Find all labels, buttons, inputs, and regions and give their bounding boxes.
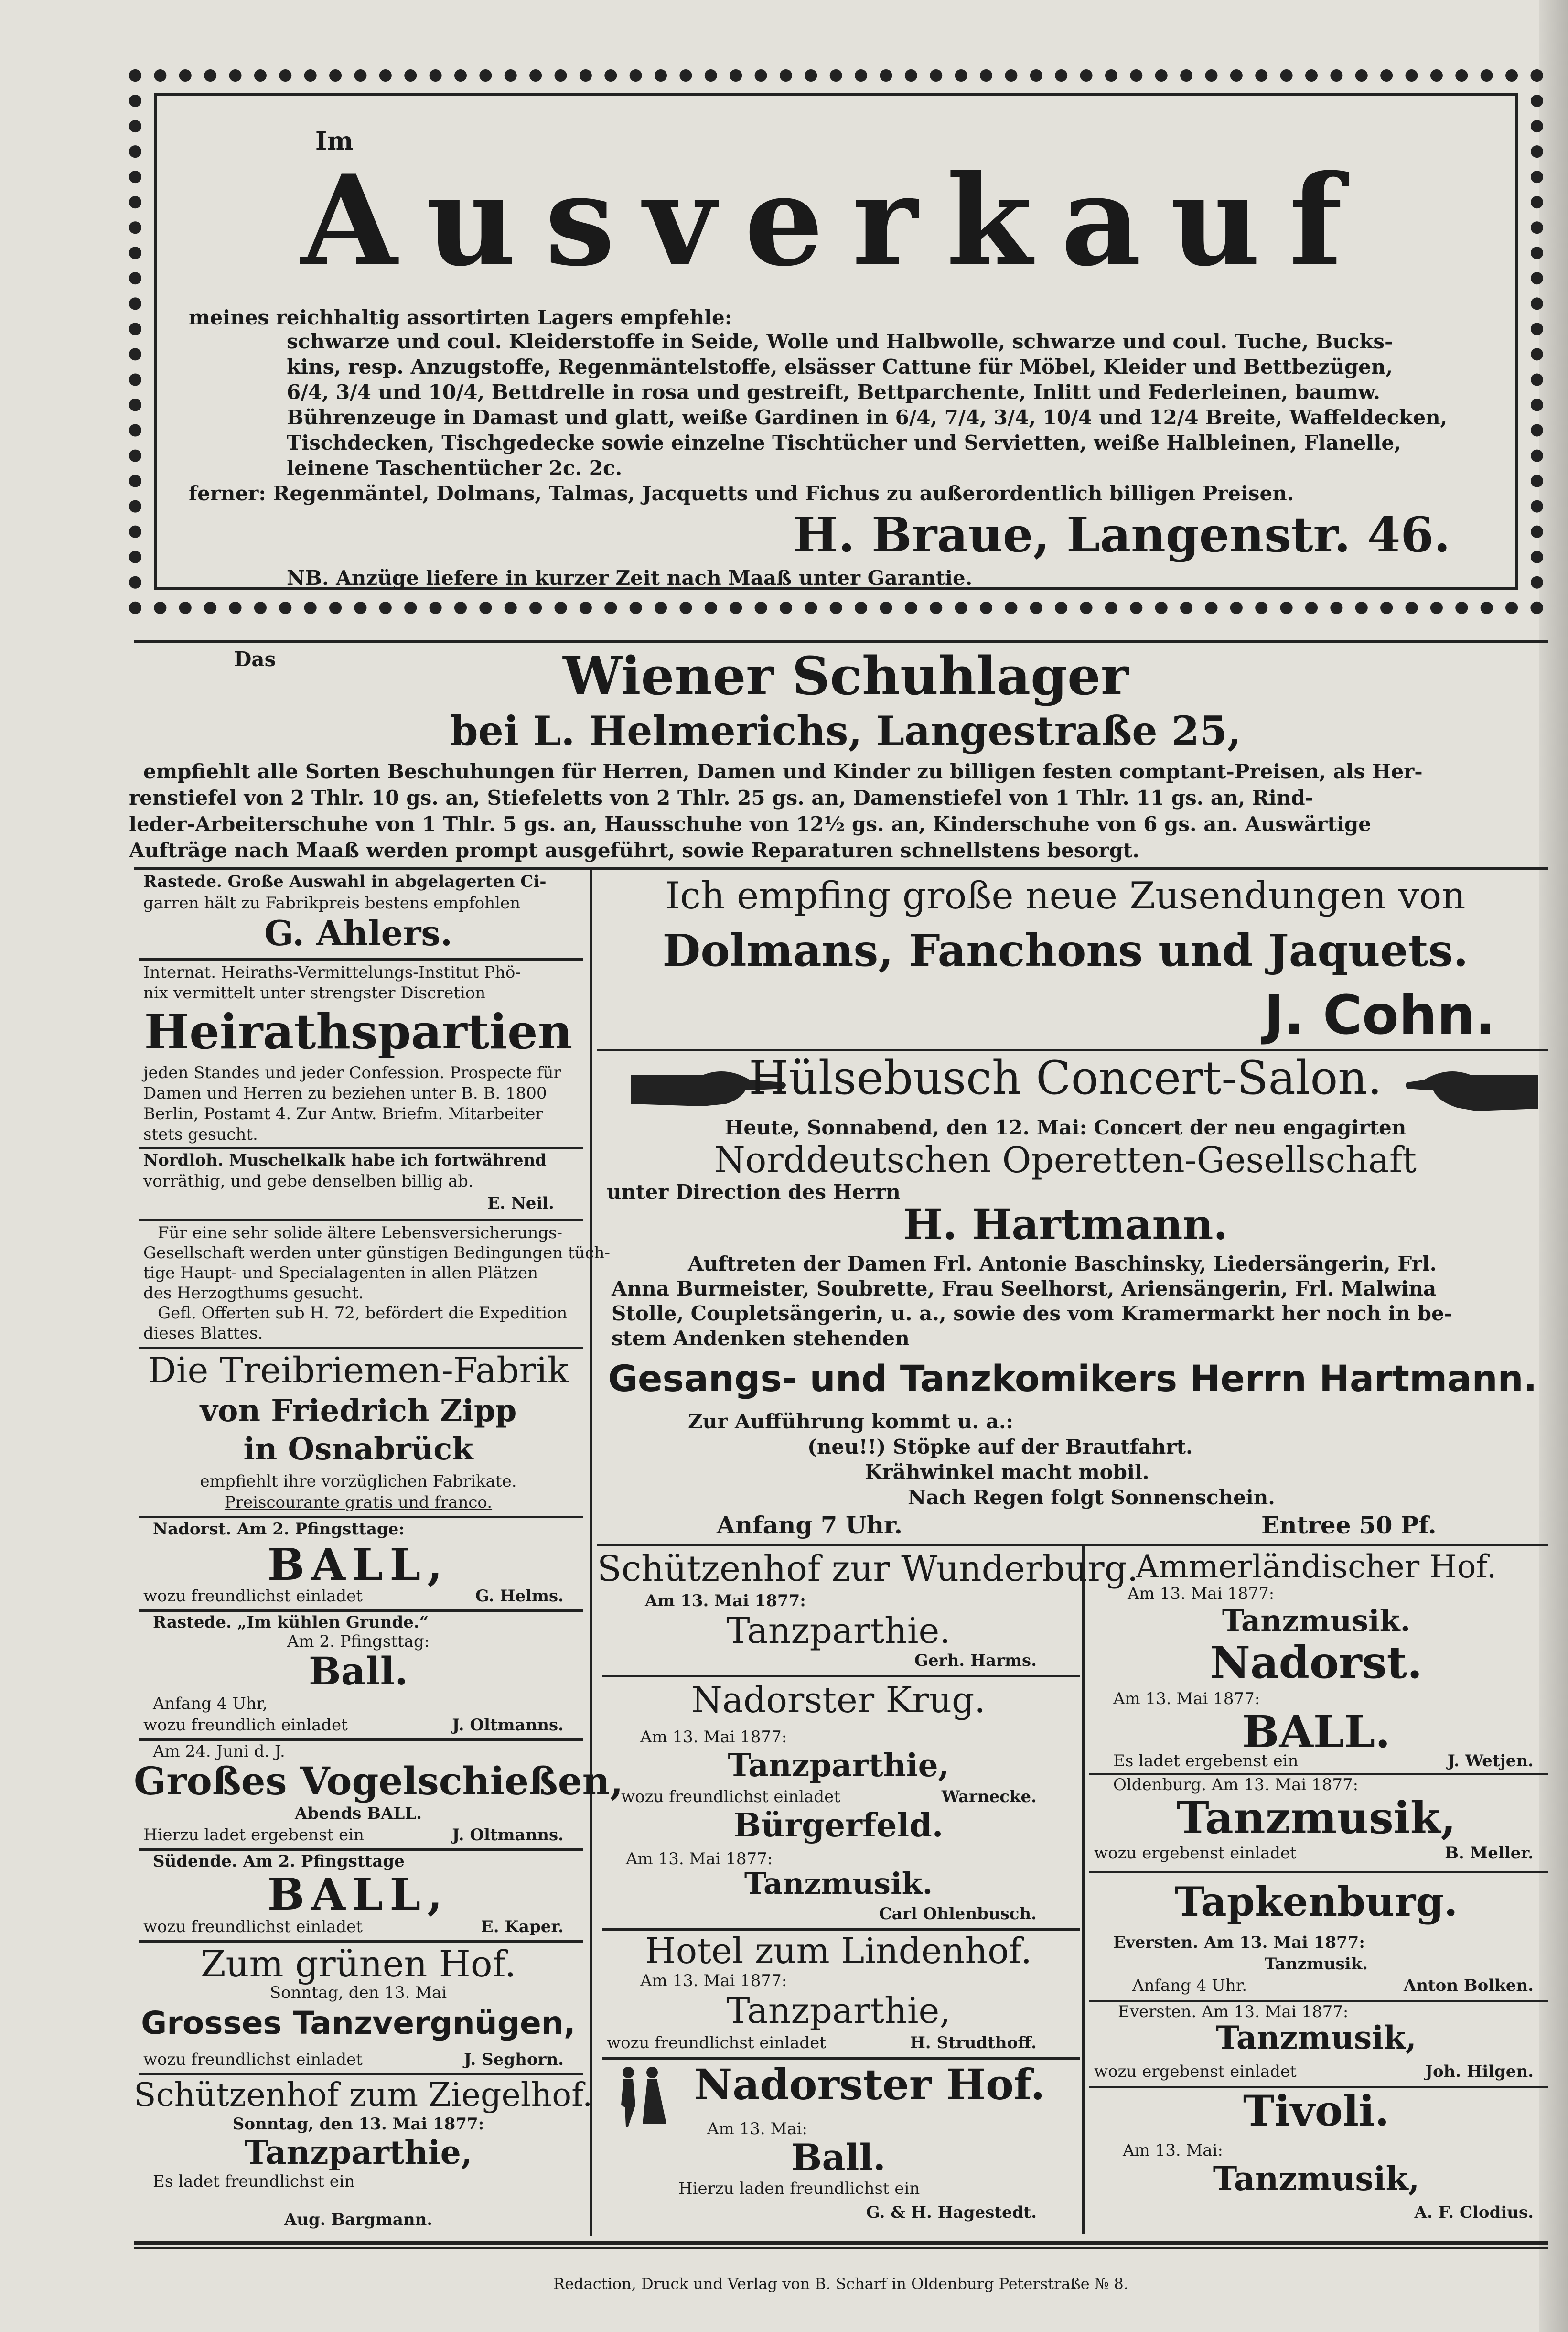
buerger-title: Bürgerfeld.: [733, 1806, 944, 1845]
body-line: Tischdecken, Tischgedecke sowie einzelne Tischtücher und Servietten, weiße Halbleinen, Flanelle,: [287, 431, 1401, 454]
divider: [139, 1347, 583, 1349]
wunder-title: Schützenhof zur Wunderburg.: [597, 1548, 1138, 1589]
krug-inv: wozu freundlichst einladet: [621, 1787, 840, 1806]
salon-line: Norddeutschen Operetten-Gesellschaft: [714, 1140, 1417, 1181]
vers-line: Für eine sehr solide ältere Lebensversicherungs-: [158, 1223, 563, 1242]
column-rule: [590, 870, 592, 2236]
linden-title: Hotel zum Lindenhof.: [645, 1931, 1032, 1972]
grund-name: J. Oltmanns.: [452, 1716, 564, 1735]
zipp-name: von Friedrich Zipp: [200, 1393, 517, 1429]
vogel-inv: Hierzu ladet ergebenst ein: [143, 1825, 364, 1845]
grund-time: Anfang 4 Uhr,: [153, 1694, 268, 1713]
ammer-big: Tanzmusik.: [1222, 1603, 1411, 1638]
body-line: 6/4, 3/4 und 10/4, Bettdrelle in rosa und gestreift, Bettparchente, Inlitt und Federleinen, baumw.: [287, 380, 1380, 404]
vers-line: des Herzogthums gesucht.: [143, 1284, 364, 1303]
salon-body: Stolle, Coupletsängerin, u. a., sowie des vom Kramermarkt her noch in be-: [612, 1302, 1453, 1325]
tiv-date: Am 13. Mai:: [1123, 2141, 1223, 2160]
vers-line: tige Haupt- und Specialagenten in allen Plätzen: [143, 1263, 538, 1283]
ev-head: Eversten. Am 13. Mai 1877:: [1118, 2002, 1349, 2021]
grund-sub: Am 2. Pfingsttag:: [287, 1632, 430, 1651]
ziegel-big: Tanzparthie,: [244, 2134, 473, 2172]
muschel-line: vorräthig, und gebe denselben billig ab.: [143, 1172, 473, 1191]
divider: [139, 1609, 583, 1612]
vogel-name: J. Oltmanns.: [452, 1825, 564, 1845]
grund-ball: Ball.: [308, 1649, 408, 1694]
phoenix-line: Internat. Heiraths-Vermittelungs-Institut Phö-: [143, 963, 521, 982]
schuh-line: empfiehlt alle Sorten Beschuhungen für Herren, Damen und Kinder zu billigen festen comptant-Preisen, als Her-: [143, 760, 1423, 783]
cohn-name: J. Cohn.: [1264, 984, 1495, 1047]
salon-line: unter Direction des Herrn: [607, 1180, 901, 1204]
ahlers-line: garren hält zu Fabrikpreis bestens empfohlen: [143, 894, 521, 913]
tap-head: Eversten. Am 13. Mai 1877:: [1113, 1933, 1365, 1952]
wunder-date: Am 13. Mai 1877:: [645, 1591, 806, 1610]
phoenix-body: Damen und Herren zu beziehen unter B. B. 1800: [143, 1084, 547, 1103]
body-line: leinene Taschentücher 2c. 2c.: [287, 456, 623, 480]
phoenix-body: Berlin, Postamt 4. Zur Antw. Briefm. Mitarbeiter: [143, 1104, 543, 1123]
divider: [139, 1516, 583, 1518]
gruen-inv: wozu freundlichst einladet: [143, 2050, 363, 2069]
nhof-big: Ball.: [791, 2136, 886, 2179]
kaper-head: Südende. Am 2. Pfingsttage: [153, 1852, 405, 1871]
buerger-name: Carl Ohlenbusch.: [879, 1904, 1037, 1923]
vers-line: Gesellschaft werden unter günstigen Bedingungen tüch-: [143, 1243, 610, 1263]
divider: [134, 640, 1548, 643]
linden-big: Tanzparthie,: [726, 1990, 951, 2031]
phoenix-body: jeden Standes und jeder Confession. Prospecte für: [143, 1063, 561, 1082]
muschel-line: Nordloh. Muschelkalk habe ich fortwährend: [143, 1151, 547, 1170]
ahlers-line: Rastede. Große Auswahl in abgelagerten Ci-: [143, 872, 547, 891]
schuh-line: leder-Arbeiterschuhe von 1 Thlr. 5 gs. an, Hausschuhe von 12½ gs. an, Kinderschuhe von 6 gs. an. Auswärtige: [129, 812, 1372, 836]
salon-prog: (neu!!) Stöpke auf der Brautfahrt.: [807, 1435, 1193, 1458]
ammer-date: Am 13. Mai 1877:: [1128, 1584, 1275, 1603]
zipp-line: empfiehlt ihre vorzüglichen Fabrikate.: [200, 1472, 517, 1491]
footer-rule: [134, 2247, 1548, 2249]
tap-title: Tapkenburg.: [1174, 1878, 1458, 1925]
ausverkauf-title: Ausverkauf: [301, 148, 1372, 294]
cohn-items: Dolmans, Fanchons und Jaquets.: [662, 925, 1469, 976]
zipp-line: Preiscourante gratis und franco.: [224, 1493, 493, 1512]
imprint: Redaction, Druck und Verlag von B. Scharf in Oldenburg Peterstraße № 8.: [553, 2275, 1128, 2293]
tap-mid: Tanzmusik.: [1264, 1954, 1368, 1974]
old-big: Tanzmusik,: [1176, 1792, 1456, 1844]
salon-big: Gesangs- und Tanzkomikers Herrn Hartmann.: [608, 1357, 1537, 1400]
divider: [139, 958, 583, 961]
wunder-big: Tanzparthie.: [726, 1610, 951, 1652]
salon-prog: Nach Regen folgt Sonnenschein.: [908, 1486, 1275, 1509]
nad-inv: Es ladet ergebenst ein: [1113, 1751, 1299, 1771]
gruen-name: J. Seghorn.: [464, 2050, 564, 2069]
krug-big: Tanzparthie,: [728, 1747, 949, 1784]
buerger-big: Tanzmusik.: [744, 1866, 933, 1901]
salon-entry: Entree 50 Pf.: [1261, 1511, 1437, 1539]
nhof-title: Nadorster Hof.: [694, 2060, 1045, 2109]
footer-rule: [134, 2241, 1548, 2245]
ziegel-date: Sonntag, den 13. Mai 1877:: [232, 2115, 484, 2134]
page-edge-shadow: [1539, 0, 1568, 2332]
wunder-name: Gerh. Harms.: [914, 1651, 1037, 1670]
krug-date: Am 13. Mai 1877:: [640, 1727, 787, 1747]
vogel-head: Am 24. Juni d. J.: [153, 1742, 285, 1761]
ziegel-name: Aug. Bargmann.: [284, 2210, 433, 2229]
body-line: kins, resp. Anzugstoffe, Regenmäntelstoffe, elsässer Cattune für Möbel, Kleider und Bettbezügen,: [287, 355, 1393, 378]
krug-name: Warnecke.: [941, 1787, 1037, 1806]
old-inv: wozu ergebenst einladet: [1094, 1844, 1297, 1863]
helms-ball: BALL,: [267, 1539, 450, 1590]
divider: [134, 867, 1548, 870]
gruen-date: Sonntag, den 13. Mai: [269, 1983, 447, 2002]
salon-start: Anfang 7 Uhr.: [717, 1511, 903, 1539]
tiv-name: A. F. Clodius.: [1414, 2203, 1534, 2222]
muschel-name: E. Neil.: [487, 1194, 554, 1213]
tiv-big: Tanzmusik,: [1213, 2160, 1420, 2198]
braue-signature: H. Braue, Langenstr. 46.: [793, 507, 1450, 563]
vers-line: dieses Blattes.: [143, 1324, 263, 1343]
divider: [1089, 1871, 1548, 1873]
im-label: Im: [315, 127, 354, 156]
tap-time: Anfang 4 Uhr.: [1132, 1976, 1247, 1995]
salon-name: H. Hartmann.: [902, 1199, 1228, 1249]
linden-name: H. Strudthoff.: [910, 2033, 1037, 2052]
vers-line: Gefl. Offerten sub H. 72, befördert die Expedition: [158, 1304, 568, 1323]
divider: [139, 1738, 583, 1741]
old-head: Oldenburg. Am 13. Mai 1877:: [1113, 1775, 1359, 1794]
zipp-city: in Osnabrück: [243, 1431, 473, 1467]
schuh-line: renstiefel von 2 Thlr. 10 gs. an, Stiefeletts von 2 Thlr. 25 gs. an, Damenstiefel von 1 Thlr. 11 gs. an, Rind-: [129, 786, 1314, 810]
helms-head: Nadorst. Am 2. Pfingsttage:: [153, 1520, 405, 1539]
gruen-title: Zum grünen Hof.: [200, 1943, 516, 1985]
kaper-name: E. Kaper.: [481, 1917, 564, 1936]
cohn-line: Ich empfing große neue Zusendungen von: [665, 874, 1466, 918]
ev-big: Tanzmusik,: [1216, 2019, 1417, 2056]
nad-date: Am 13. Mai 1877:: [1113, 1689, 1260, 1708]
tiv-title: Tivoli.: [1243, 2086, 1390, 2136]
nb-line: NB. Anzüge liefere in kurzer Zeit nach Maaß unter Garantie.: [287, 566, 973, 590]
phoenix-body: stets gesucht.: [143, 1125, 258, 1144]
grund-head: Rastede. „Im kühlen Grunde.“: [153, 1613, 429, 1632]
gruen-big: Grosses Tanzvergnügen,: [141, 2005, 576, 2041]
helms-inv: wozu freundlichst einladet: [143, 1587, 363, 1606]
ahlers-name: G. Ahlers.: [264, 913, 452, 953]
grund-inv: wozu freundlich einladet: [143, 1716, 348, 1735]
divider: [139, 1219, 583, 1221]
divider: [597, 1544, 1548, 1546]
kaper-ball: BALL,: [267, 1868, 450, 1920]
nad-name: J. Wetjen.: [1447, 1751, 1534, 1771]
divider: [139, 1147, 583, 1149]
salon-prog: Zur Aufführung kommt u. a.:: [688, 1410, 1013, 1433]
nhof-date: Am 13. Mai:: [707, 2119, 807, 2138]
old-name: B. Meller.: [1445, 1844, 1534, 1863]
linden-date: Am 13. Mai 1877:: [640, 1971, 787, 1990]
buerger-date: Am 13. Mai 1877:: [626, 1849, 773, 1868]
salon-body: Anna Burmeister, Soubrette, Frau Seelhorst, Ariensängerin, Frl. Malwina: [612, 1277, 1437, 1300]
divider: [139, 1848, 583, 1851]
divider: [602, 1675, 1080, 1677]
kaper-inv: wozu freundlichst einladet: [143, 1917, 363, 1936]
salon-title: Hülsebusch Concert-Salon.: [749, 1051, 1382, 1105]
ammer-title: Ammerländischer Hof.: [1136, 1548, 1497, 1585]
body-line: Bührenzeuge in Damast und glatt, weiße Gardinen in 6/4, 7/4, 3/4, 10/4 und 12/4 Breite, Waffeldecken,: [287, 406, 1448, 429]
schuhlager-sub: bei L. Helmerichs, Langestraße 25,: [450, 707, 1242, 755]
zipp-title: Die Treibriemen-Fabrik: [148, 1350, 569, 1391]
nad-big: BALL.: [1242, 1706, 1391, 1758]
body-line: ferner: Regenmäntel, Dolmans, Talmas, Jacquetts und Fichus zu außerordentlich billigen Preisen.: [189, 482, 1294, 505]
salon-body: stem Andenken stehenden: [612, 1327, 910, 1350]
body-line: meines reichhaltig assortirten Lagers empfehle:: [189, 306, 732, 329]
tap-name: Anton Bolken.: [1403, 1976, 1534, 1995]
schuhlager-title: Wiener Schuhlager: [563, 645, 1128, 707]
salon-prog: Krähwinkel macht mobil.: [865, 1460, 1149, 1484]
divider: [139, 2073, 583, 2075]
phoenix-line: nix vermittelt unter strengster Discretion: [143, 983, 486, 1003]
ziegel-inv: Es ladet freundlichst ein: [153, 2172, 355, 2191]
ev-name: Joh. Hilgen.: [1425, 2062, 1534, 2081]
heirathspartien-title: Heirathspartien: [144, 1004, 573, 1060]
body-line: schwarze und coul. Kleiderstoffe in Seide, Wolle und Halbwolle, schwarze und coul. Tuche, Bucks-: [287, 330, 1393, 353]
ziegel-title: Schützenhof zum Ziegelhof.: [134, 2076, 593, 2114]
vogel-sub: Abends BALL.: [294, 1804, 422, 1823]
salon-body: Auftreten der Damen Frl. Antonie Baschinsky, Liedersängerin, Frl.: [688, 1252, 1437, 1275]
helms-name: G. Helms.: [475, 1587, 564, 1606]
linden-inv: wozu freundlichst einladet: [607, 2033, 826, 2052]
das-label: Das: [234, 648, 276, 671]
krug-title: Nadorster Krug.: [691, 1680, 986, 1721]
nhof-inv: Hierzu laden freundlichst ein: [678, 2179, 920, 2198]
nad-title: Nadorst.: [1210, 1637, 1423, 1688]
vogel-title: Großes Vogelschießen,: [134, 1759, 623, 1803]
schuh-line: Aufträge nach Maaß werden prompt ausgeführt, sowie Reparaturen schnellstens besorgt.: [129, 839, 1139, 862]
salon-line: Heute, Sonnabend, den 12. Mai: Concert der neu engagirten: [724, 1116, 1407, 1139]
ev-inv: wozu ergebenst einladet: [1094, 2062, 1297, 2081]
nhof-name: G. & H. Hagestedt.: [866, 2203, 1037, 2222]
column-rule: [1082, 1546, 1085, 2234]
